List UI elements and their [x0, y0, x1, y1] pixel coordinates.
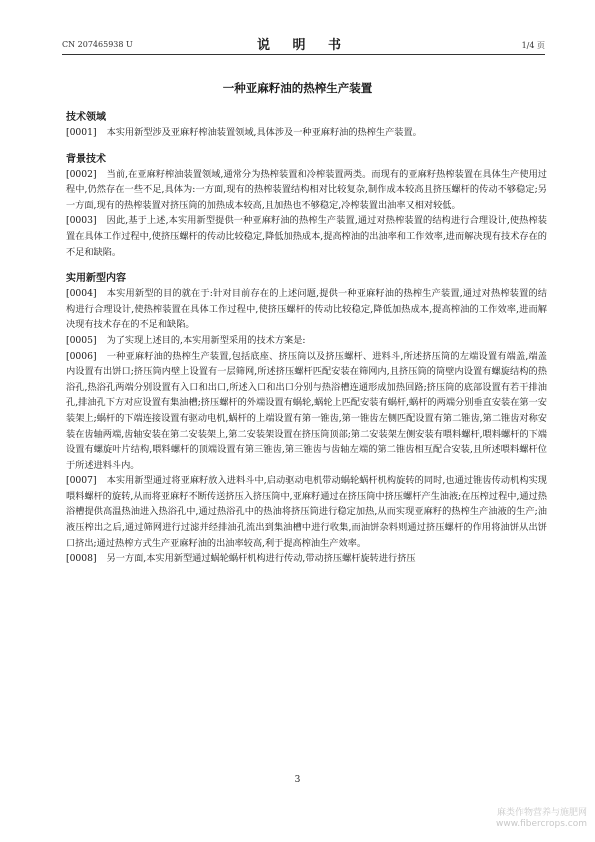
section-heading-content: 实用新型内容: [66, 273, 126, 285]
paragraph-0005: [66, 333, 547, 349]
paragraph-number: [0001]: [66, 127, 97, 138]
paragraph-text: 本实用新型涉及亚麻籽榨油装置领域,具体涉及一种亚麻籽油的热榨生产装置。: [106, 127, 422, 138]
page-of-indicator: 1/4 页: [521, 41, 545, 50]
paragraph-number: [0006]: [66, 350, 97, 362]
page-header: [62, 34, 545, 55]
document-title: 一种亚麻籽油的热榨生产装置: [222, 81, 373, 95]
paragraph-text: 当前,在亚麻籽榨油装置领域,通常分为热榨装置和冷榨装置两类。而现有的亚麻籽热榨装置在具体生产使用过程中,仍然存在一些不足,具体为:一方面,现有的热榨装置结构相对比较复杂,制作成本较高且挤压螺杆的传动不够稳定;另一方面,现有的热榨装置对挤压筒的加热成本较高,且加热也不够稳定,冷榨装置出油率又相对较低。: [66, 168, 547, 211]
paragraph-text: 为了实现上述目的,本实用新型采用的技术方案是:: [106, 334, 306, 346]
document-type-title: 说 明 书: [256, 38, 351, 53]
paragraph-number: [0004]: [66, 288, 97, 300]
paragraph-number: [0002]: [66, 168, 97, 180]
paragraph-0008: [66, 551, 547, 567]
paragraph-0006: [66, 349, 547, 474]
paragraph-0002: [66, 167, 547, 214]
paragraph-number: [0005]: [66, 334, 97, 346]
paragraph-0001: [66, 125, 547, 141]
paragraph-number: [0007]: [66, 475, 97, 487]
document-body: [66, 110, 547, 567]
paragraph-text: 因此,基于上述,本实用新型提供一种亚麻籽油的热榨生产装置,通过对热榨装置的结构进行合理设计,使热榨装置在具体工作过程中,使挤压螺杆的传动比较稳定,降低加热成本,提高榨油的出油率和工作效率,进而解决现有技术存在的不足和缺陷。: [66, 215, 547, 258]
section-heading-tech-field: 技术领域: [66, 112, 106, 123]
paragraph-0004: [66, 286, 547, 333]
paragraph-0007: [66, 473, 547, 551]
publication-number: CN 207465938 U: [62, 40, 133, 49]
paragraph-text: 另一方面,本实用新型通过蜗轮蜗杆机构进行传动,带动挤压螺杆旋转进行挤压: [106, 553, 416, 565]
paragraph-number: [0003]: [66, 215, 97, 227]
paragraph-text: 本实用新型通过将亚麻籽放入进料斗中,启动驱动电机带动蜗轮蜗杆机构旋转的同时,也通过锥齿传动机构实现喂料螺杆的旋转,从而将亚麻籽不断传送挤压入挤压筒中,亚麻籽通过在挤压筒中挤压螺杆产生油液;在压榨过程中,通过热浴槽提供高温热油进入热浴孔中,通过热浴孔中的热油将挤压筒进行稳定加热,从而实现亚麻籽的热榨生产油液的生产;油液压榨出之后,通过筛网进行过滤并经排油孔流出到集油槽中进行收集,而油饼杂料则通过挤压螺杆的作用将油饼从出饼口挤出;通过热榨方式生产亚麻籽油的出油率较高,利于提高榨油生产效率。: [66, 475, 547, 549]
watermark-url: www.fibercrops.com: [496, 819, 587, 829]
page-number: 3: [294, 775, 301, 785]
paragraph-0003: [66, 213, 547, 260]
section-heading-background: 背景技术: [66, 153, 106, 165]
paragraph-text: 一种亚麻籽油的热榨生产装置,包括底座、挤压筒以及挤压螺杆、进料斗,所述挤压筒的左端设置有端盖,端盖内设置有出饼口;挤压筒内壁上设置有一层筛网,所述挤压螺杆匹配安装在筛网内,且挤压筒的筒壁内设置有螺旋结构的热浴孔,热浴孔两端分别设置有入口和出口,所述入口和出口分别与热浴槽连通形成加热回路;挤压筒的底部设置有若干排油孔,排油孔下方对应设置有集油槽;挤压螺杆的外端设置有蜗轮,蜗轮上匹配安装有蜗杆,蜗杆的两端分别垂直安装在第一安装架上;蜗杆的下端连接设置有驱动电机,蜗杆的上端设置有第一锥齿,第一锥齿左侧匹配设置有第二锥齿,第二锥齿对称安装在齿轴两端,齿轴安装在第二安装架上,第二安装架设置在挤压筒顶部;第二安装架左侧安装有喂料螺杆,喂料螺杆的下端设置有螺旋叶片结构,喂料螺杆的顶端设置有第三锥齿,第三锥齿与齿轴左端的第二锥齿相互配合安装,且所述喂料螺杆位于所述进料斗内。: [66, 350, 547, 471]
site-watermark: [496, 808, 587, 830]
paragraph-text: 本实用新型的目的就在于:针对目前存在的上述问题,提供一种亚麻籽油的热榨生产装置,通过对热榨装置的结构进行合理设计,使热榨装置在具体工作过程中,使挤压螺杆的传动比较稳定,降低加热成本,提高榨油的工作效率,进而解决现有技术存在的不足和缺陷。: [66, 288, 547, 331]
watermark-site-name: 麻类作物营养与施肥网: [496, 808, 587, 818]
paragraph-number: [0008]: [66, 553, 97, 565]
